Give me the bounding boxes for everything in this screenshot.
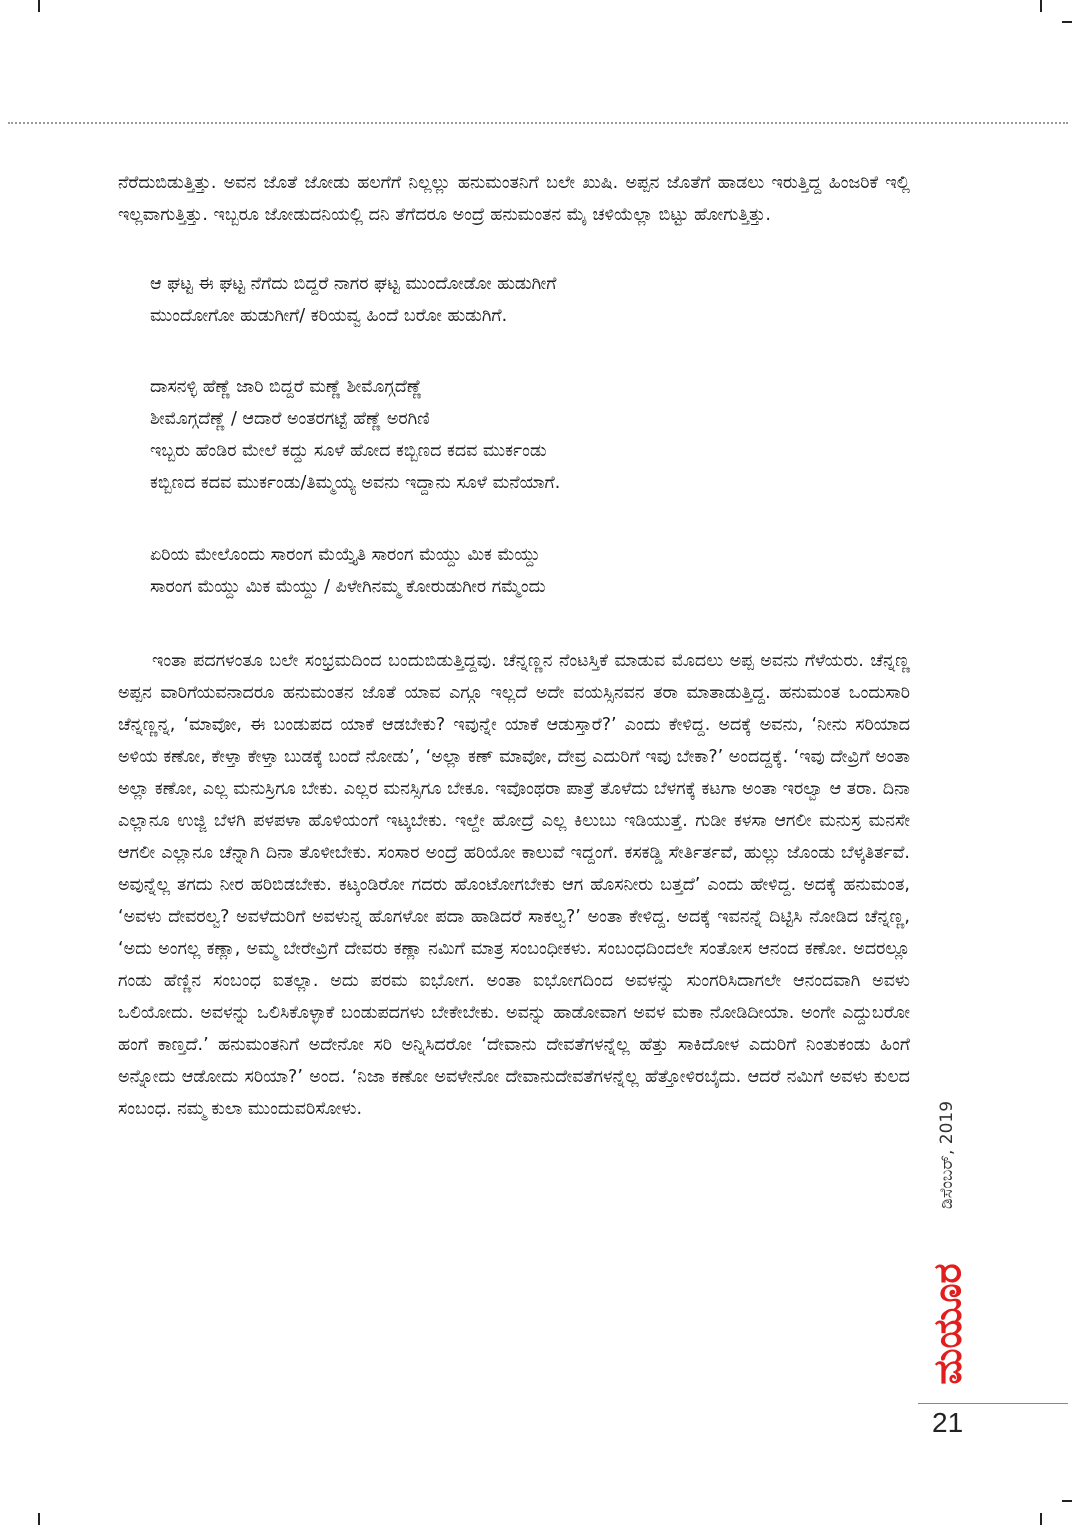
body-paragraph-1	[118, 167, 910, 231]
paragraph-text: ನೆರೆದುಬಿಡುತ್ತಿತ್ತು. ಅವನ ಜೊತೆ ಜೋಡು ಹಲಗೆಗೆ ನಿಲ್ಲಲ್ಲು ಹನುಮಂತನಿಗೆ ಬಲೇ ಖುಷಿ. ಅಪ್ಪನ ಜೊತೆಗೆ ಹಾಡಲು ಇರುತ್ತಿದ್ದ ಹಿಂಜರಿಕೆ ಇಲ್ಲಿ ಇಲ್ಲವಾಗುತ್ತಿತ್ತು. ಇಬ್ಬರೂ ಜೋಡುದನಿಯಲ್ಲಿ ದನಿ ತೆಗೆದರೂ ಅಂದ್ರೆ ಹನುಮಂತನ ಮೈ ಚಳಿಯೆಲ್ಲಾ ಬಿಟ್ಟು ಹೋಗುತ್ತಿತ್ತು.	[118, 173, 910, 225]
page-number-rule	[918, 1403, 1068, 1404]
crop-mark-bottom-right	[1040, 1513, 1042, 1525]
verse-line: ದಾಸನಳ್ಳಿ ಹೆಣ್ಣೆ ಜಾರಿ ಬಿದ್ದರೆ ಮಣ್ಣೆ ಶೀಮೊಗ್ಗದೆಣ್ಣೆ	[150, 377, 423, 397]
body-paragraph-2	[118, 645, 910, 1125]
verse-line: ಮುಂದೋಗೋ ಹುಡುಗೀಗೆ/ ಕರಿಯವ್ವ ಹಿಂದೆ ಬರೋ ಹುಡುಗಿಗೆ.	[150, 306, 508, 326]
magazine-logo	[925, 1238, 971, 1410]
song-verse-3	[150, 539, 546, 603]
verse-line: ಇಬ್ಬರು ಹೆಂಡಿರ ಮೇಲೆ ಕದ್ದು ಸೂಳೆ ಹೋದ ಕಬ್ಬಿಣದ ಕದವ ಮುರ್ಕಂಡು	[150, 441, 547, 461]
verse-line: ಏರಿಯ ಮೇಲೊಂದು ಸಾರಂಗ ಮೆಯ್ತೈತಿ ಸಾರಂಗ ಮೆಯ್ದು ಮಿಕ ಮೆಯ್ದು	[150, 545, 541, 565]
magazine-logo-text: ಮಯೂರ	[925, 1263, 970, 1385]
song-verse-1	[150, 268, 556, 332]
issue-date-text: ಡಿಸೆಂಬರ್, 2019	[937, 1100, 957, 1210]
issue-date	[930, 1090, 964, 1220]
header-dotted-rule	[8, 122, 1068, 124]
verse-line: ಕಬ್ಬಿಣದ ಕದವ ಮುರ್ಕಂಡು/ತಿಮ್ಮಯ್ಯ ಅವನು ಇದ್ದಾನು ಸೂಳೆ ಮನೆಯಾಗೆ.	[150, 473, 561, 493]
crop-mark-top-right	[1040, 0, 1042, 12]
verse-line: ಶೀಮೊಗ್ಗದೆಣ್ಣೆ / ಆದಾರೆ ಅಂತರಗಟ್ಟೆ ಹೆಣ್ಣೆ ಅರಗಿಣಿ	[150, 409, 430, 429]
verse-line: ಸಾರಂಗ ಮೆಯ್ದು ಮಿಕ ಮೆಯ್ದು / ಪಿಳೇಗಿನಮ್ಮ ಕೋರುಡುಗೀರ ಗಮ್ಮೆಂದು	[150, 577, 546, 597]
crop-mark-bottom-left	[38, 1513, 40, 1525]
verse-line: ಆ ಘಟ್ಟ ಈ ಘಟ್ಟ ನೆಗೆದು ಬಿದ್ದರೆ ನಾಗರ ಘಟ್ಟ ಮುಂದೋಡೋ ಹುಡುಗೀಗೆ	[150, 274, 557, 294]
crop-mark-top-left	[38, 0, 40, 12]
paragraph-text: ಇಂತಾ ಪದಗಳಂತೂ ಬಲೇ ಸಂಭ್ರಮದಿಂದ ಬಂದುಬಿಡುತ್ತಿದ್ದವು. ಚೆನ್ನಣ್ಣನ ನೆಂಟಸ್ತಿಕೆ ಮಾಡುವ ಮೊದಲು ಅಪ್ಪ ಅವನು ಗೆಳೆಯರು. ಚೆನ್ನಣ್ಣ ಅಪ್ಪನ ವಾರಿಗೆಯವನಾದರೂ ಹನುಮಂತನ ಜೊತೆ ಯಾವ ಎಗ್ಗೂ ಇಲ್ಲದೆ ಅದೇ ವಯಸ್ಸಿನವನ ತರಾ ಮಾತಾಡುತ್ತಿದ್ದ. ಹನುಮಂತ ಒಂದುಸಾರಿ ಚೆನ್ನಣ್ಣನ್ನ, ‘ಮಾವೋ, ಈ ಬಂಡುಪದ ಯಾಕೆ ಆಡಬೇಕು? ಇವುನ್ನೇ ಯಾಕೆ ಆಡುಸ್ತಾರೆ?’ ಎಂದು ಕೇಳಿದ್ದ. ಅದಕ್ಕೆ ಅವನು, ‘ನೀನು ಸರಿಯಾದ ಅಳಿಯ ಕಣೋ, ಕೇಳ್ತಾ ಕೇಳ್ತಾ ಬುಡಕ್ಕೆ ಬಂದೆ ನೋಡು’, ‘ಅಲ್ಲಾ ಕಣ್ ಮಾವೋ, ದೇವ್ರ ಎದುರಿಗೆ ಇವು ಬೇಕಾ?’ ಅಂದದ್ದಕ್ಕೆ. ‘ಇವು ದೇವ್ರಿಗೆ ಅಂತಾ ಅಲ್ಲಾ ಕಣೋ, ಎಲ್ಲ ಮನುಸ್ರಿಗೂ ಬೇಕು. ಎಲ್ಲರ ಮನಸ್ಸಿಗೂ ಬೇಕೂ. ಇವೊಂಥರಾ ಪಾತ್ರೆ ತೊಳೆದು ಬೆಳಗಕ್ಕೆ ಕಟಗಾ ಅಂತಾ ಇರಲ್ವಾ ಆ ತರಾ. ದಿನಾ ಎಲ್ಲಾನೂ ಉಜ್ಜಿ ಬೆಳಗಿ ಪಳಪಳಾ ಹೊಳಿಯಂಗೆ ಇಟ್ಕಬೇಕು. ಇಲ್ದೇ ಹೋದ್ರೆ ಎಲ್ಲ ಕಿಲುಬು ಇಡಿಯುತ್ತೆ. ಗುಡೀ ಕಳಸಾ ಆಗಲೀ ಮನುಸ್ರ ಮನಸೇ ಆಗಲೀ ಎಲ್ಲಾನೂ ಚೆನ್ನಾಗಿ ದಿನಾ ತೊಳೀಬೇಕು. ಸಂಸಾರ ಅಂದ್ರೆ ಹರಿಯೋ ಕಾಲುವೆ ಇದ್ದಂಗೆ. ಕಸಕಡ್ಡಿ ಸೇರ್ತಿರ್ತವೆ, ಹುಲ್ಲು ಜೊಂಡು ಬೆಳ್ಕತಿರ್ತವೆ. ಅವುನ್ನೆಲ್ಲ ತಗದು ನೀರ ಹರಿಬಿಡಬೇಕು. ಕಟ್ಕಂಡಿರೋ ಗದರು ಹೊಂಟೋಗಬೇಕು ಆಗ ಹೊಸನೀರು ಬತ್ತದೆ’ ಎಂದು ಹೇಳಿದ್ದ. ಅದಕ್ಕೆ ಹನುಮಂತ, ‘ಅವಳು ದೇವರಲ್ವ? ಅವಳೆದುರಿಗೆ ಅವಳುನ್ನ ಹೊಗಳೋ ಪದಾ ಹಾಡಿದರೆ ಸಾಕಲ್ವ?’ ಅಂತಾ ಕೇಳಿದ್ದ. ಅದಕ್ಕೆ ಇವನನ್ನೆ ದಿಟ್ಟಿಸಿ ನೋಡಿದ ಚೆನ್ನಣ್ಣ, ‘ಅದು ಅಂಗಲ್ಲ ಕಣ್ಲಾ, ಅಮ್ಮ ಬೇರೇವ್ರಿಗೆ ದೇವರು ಕಣ್ಲಾ ನಮಿಗೆ ಮಾತ್ರ ಸಂಬಂಧೀಕಳು. ಸಂಬಂಧದಿಂದಲೇ ಸಂತೋಸ ಆನಂದ ಕಣೋ. ಅದರಲ್ಲೂ ಗಂಡು ಹೆಣ್ಣಿನ ಸಂಬಂಧ ಐತಲ್ಲಾ. ಅದು ಪರಮ ಐಭೋಗ. ಅಂತಾ ಐಭೋಗದಿಂದ ಅವಳನ್ನು ಸುಂಗರಿಸಿದಾಗಲೇ ಆನಂದವಾಗಿ ಅವಳು ಒಲಿಯೋದು. ಅವಳನ್ನು ಒಲಿಸಿಕೊಳ್ಳಾಕೆ ಬಂಡುಪದಗಳು ಬೇಕೇಬೇಕು. ಅವನ್ನು ಹಾಡೋವಾಗ ಅವಳ ಮಕಾ ನೋಡಿದೀಯಾ. ಅಂಗೇ ಎದ್ದುಬರೋ ಹಂಗೆ ಕಾಣ್ತದೆ.’ ಹನುಮಂತನಿಗೆ ಅದೇನೋ ಸರಿ ಅನ್ನಿಸಿದರೋ ‘ದೇವಾನು ದೇವತೆಗಳನ್ನೆಲ್ಲ ಹೆತ್ತು ಸಾಕಿದೋಳ ಎದುರಿಗೆ ನಿಂತುಕಂಡು ಹಿಂಗೆ ಅನ್ನೋದು ಆಡೋದು ಸರಿಯಾ?’ ಅಂದ. ‘ನಿಜಾ ಕಣೋ ಅವಳೇನೋ ದೇವಾನುದೇವತೆಗಳನ್ನೆಲ್ಲ ಹೆತ್ತೋಳಿರಬೈದು. ಆದರೆ ನಮಿಗೆ ಅವಳು ಕುಲದ ಸಂಬಂಧ. ನಮ್ಮ ಕುಲಾ ಮುಂದುವರಿಸೋಳು.	[118, 651, 910, 1119]
crop-mark-right-lower	[1062, 1500, 1072, 1502]
crop-mark-right-upper	[1062, 21, 1072, 23]
song-verse-2	[150, 371, 560, 499]
page-number: 21	[932, 1407, 964, 1438]
